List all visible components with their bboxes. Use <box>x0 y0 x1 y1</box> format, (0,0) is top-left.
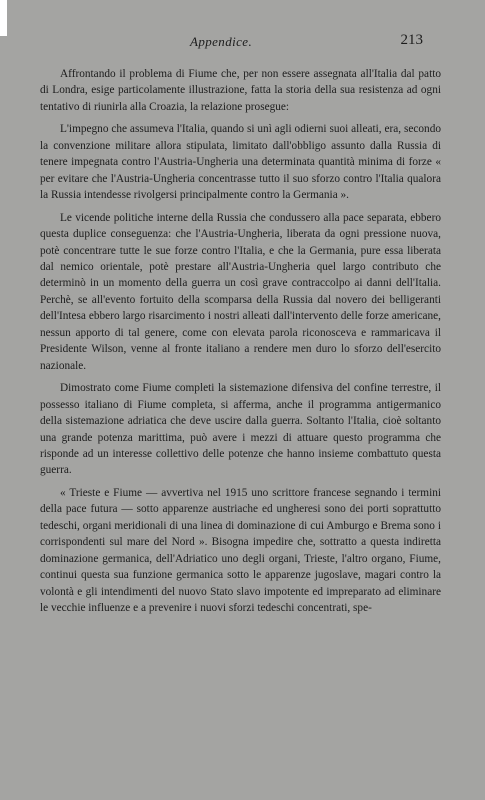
page-number: 213 <box>400 32 423 48</box>
page-header <box>60 34 423 52</box>
scan-corner <box>0 0 7 36</box>
paragraph: L'impegno che assumeva l'Italia, quando si unì agli odierni suoi alleati, era, secondo la convenzione militare allora stipulata, limitato dall'obbligo assunto dalla Russia di tenere impegnata contro l'Austria-Ungheria una determinata quantità minima di forze « per evitare che l'Austria-Ungheria concentrasse tutto il suo sforzo contro l'Italia qualora la Russia intendesse rivolgersi principalmente contro la Germania ». <box>40 123 441 202</box>
running-title: Appendice. <box>190 34 253 49</box>
paragraph: Le vicende politiche interne della Russia che condussero alla pace separata, ebbero questa duplice conseguenza: che l'Austria-Ungheria, liberata da ogni pressione nuova, potè concentrare tutte le sue forze contro l'Italia, e che la Germania, pure essa liberata dal nemico orientale, potè prestare all'Austria-Ungheria quel largo contributo che determinò in un momento della guerra un così grave contraccolpo ai danni dell'Italia. Perchè, se all'evento fortuito della scomparsa della Russia dal novero dei belligeranti dell'Intesa ebbero largo risarcimento i nostri alleati dall'intervento delle forze americane, nessun apporto di tal genere, come con elevata parola riconosceva e rammaricava il Presidente Wilson, venne al fronte italiano a rendere men duro lo sforzo dell'esercito nazionale. <box>40 211 441 372</box>
page-body <box>40 66 441 617</box>
paragraph: Affrontando il problema di Fiume che, per non essere assegnata all'Italia dal patto di Londra, esige particolamente illustrazione, fatta la storia della sua resistenza ad ogni tentativo di riunirla alla Croazia, la relazione prosegue: <box>40 68 441 113</box>
paragraph: « Trieste e Fiume — avvertiva nel 1915 uno scrittore francese segnando i termini della pace futura — sotto apparenze austriache ed ungheresi sono dei porti soprattutto tedeschi, organi meridionali di una linea di dominazione di cui Amburgo e Brema sono i corrispondenti sul mare del Nord ». Bisogna impedire che, sottratto a questa indiretta dominazione germanica, dell'Adriatico uno degli organi, Trieste, l'altro organo, Fiume, continui questa sua funzione germanica sotto le apparenze jugoslave, magari contro la volontà e gli intendimenti del nuovo Stato slavo impotente ed impreparato ad eliminare le vecchie influenze e a prevenire i nuovi sforzi tedeschi concentrati, spe- <box>40 486 441 615</box>
paragraph: Dimostrato come Fiume completi la sistemazione difensiva del confine terrestre, il possesso italiano di Fiume completa, si afferma, anche il programma antigermanico della sistemazione adriatica che deve uscire dalla guerra. Soltanto l'Italia, cioè soltanto una grande potenza marittima, può avere i mezzi di attuare questo programma che risponde ad un interesse collettivo delle potenze che hanno insieme combattuto questa guerra. <box>40 382 441 477</box>
